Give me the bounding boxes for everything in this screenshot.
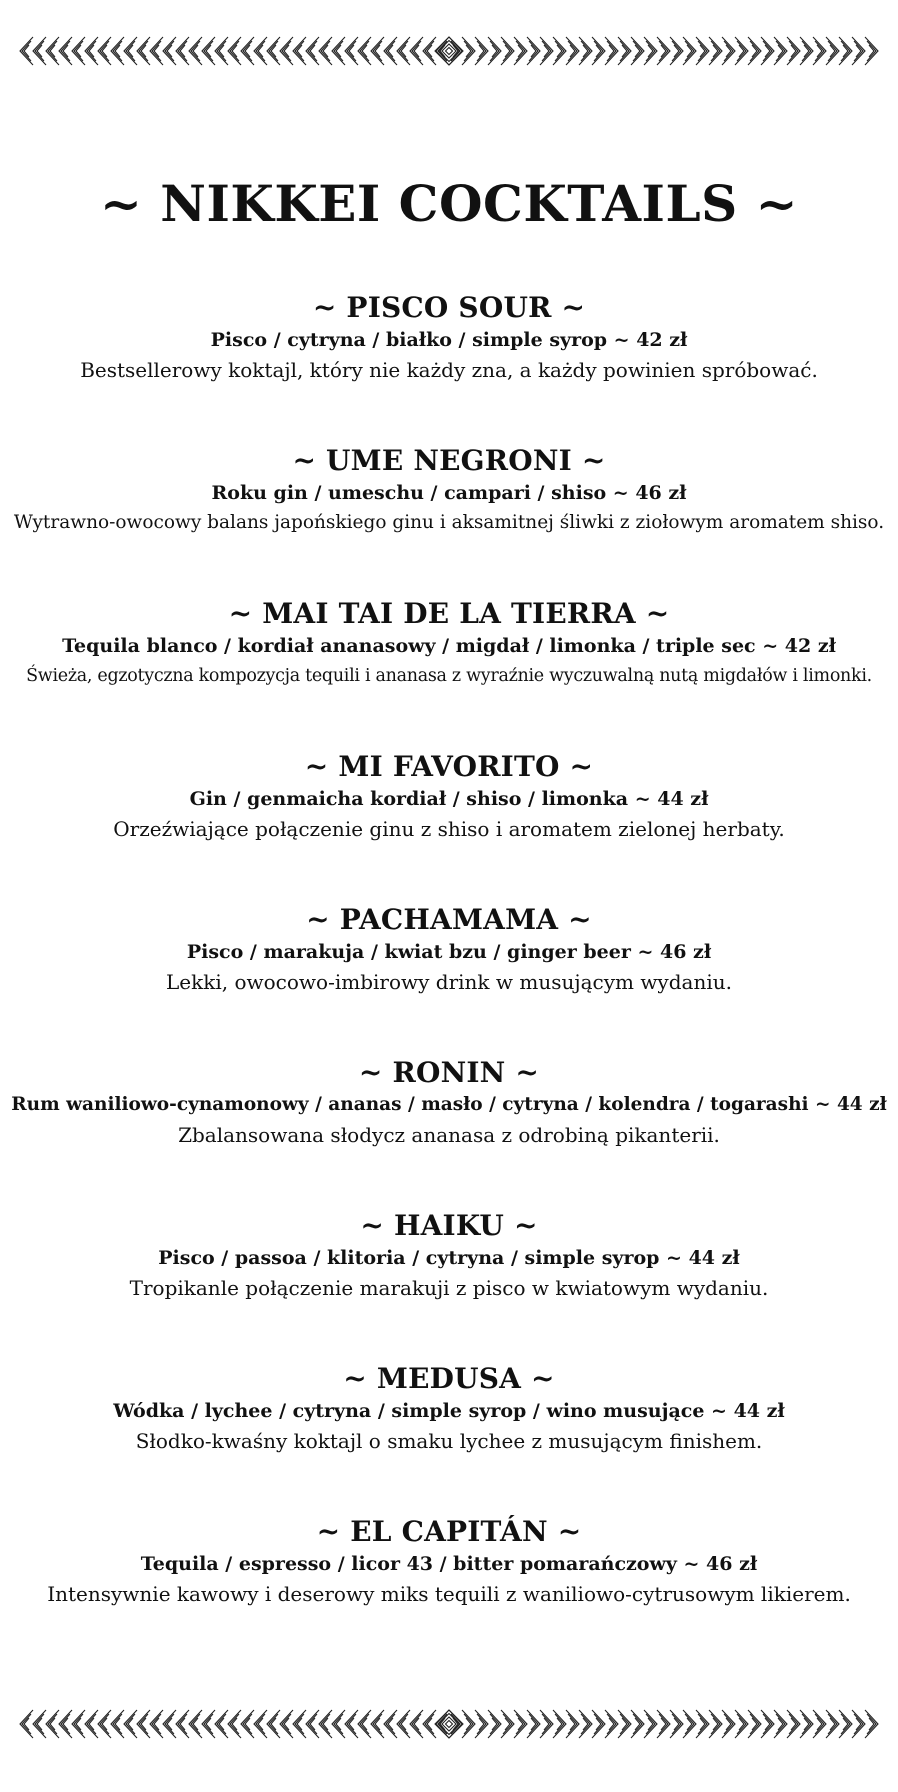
item-name: ~ MEDUSA ~: [343, 1362, 555, 1395]
bottom-ornament-border: [16, 1707, 882, 1741]
menu-item-el-capitan: [0, 1514, 898, 1610]
menu-item-haiku: [0, 1208, 898, 1304]
page-title: ~ NIKKEI COCKTAILS ~: [99, 174, 799, 233]
top-ornament-border: [16, 34, 882, 68]
zigzag-border-icon: [16, 1707, 882, 1741]
item-ingredients: Tequila blanco / kordiał ananasowy / migdał / limonka / triple sec ~ 42 zł: [62, 635, 836, 657]
item-name: ~ MI FAVORITO ~: [304, 750, 594, 783]
diamond-mark: [446, 1721, 453, 1728]
menu-item-ronin: [0, 1055, 898, 1151]
item-description: Intensywnie kawowy i deserowy miks tequili z waniliowo-cytrusowym likierem.: [47, 1582, 851, 1606]
menu-item-pachamama: [0, 902, 898, 998]
item-description: Słodko-kwaśny koktajl o smaku lychee z musującym finishem.: [135, 1429, 763, 1453]
item-name: ~ HAIKU ~: [360, 1209, 538, 1242]
item-description: Bestsellerowy koktajl, który nie każdy zna, a każdy powinien spróbować.: [80, 358, 818, 382]
item-ingredients: Roku gin / umeschu / campari / shiso ~ 46 zł: [211, 482, 687, 504]
item-description: Orzeźwiające połączenie ginu z shiso i aromatem zielonej herbaty.: [113, 817, 785, 841]
item-name: ~ MAI TAI DE LA TIERRA ~: [228, 597, 670, 630]
item-description: Lekki, owocowo-imbirowy drink w musującym wydaniu.: [166, 970, 732, 994]
item-name: ~ UME NEGRONI ~: [292, 444, 606, 477]
item-ingredients: Pisco / marakuja / kwiat bzu / ginger beer ~ 46 zł: [186, 941, 712, 963]
menu-item-mi-favorito: [0, 749, 898, 845]
item-description: Tropikanle połączenie marakuji z pisco w kwiatowym wydaniu.: [129, 1276, 769, 1300]
menu-item-medusa: [0, 1361, 898, 1457]
item-name: ~ RONIN ~: [358, 1056, 540, 1089]
item-ingredients: Wódka / lychee / cytryna / simple syrop / wino musujące ~ 44 zł: [113, 1400, 785, 1422]
menu-item-ume-negroni: [0, 443, 898, 539]
menu-item-mai-tai-de-la-tierra: [0, 596, 898, 692]
menu-item-pisco-sour: [0, 290, 898, 386]
zigzag-border-icon: [16, 34, 882, 68]
item-ingredients: Gin / genmaicha kordiał / shiso / limonka ~ 44 zł: [189, 788, 709, 810]
item-description: Wytrawno-owocowy balans japońskiego ginu i aksamitnej śliwki z ziołowym aromatem shiso.: [13, 512, 885, 533]
item-ingredients: Tequila / espresso / licor 43 / bitter pomarańczowy ~ 46 zł: [140, 1553, 758, 1575]
item-description: Świeża, egzotyczna kompozycja tequili i ananasa z wyraźnie wyczuwalną nutą migdałów i limonki.: [26, 666, 872, 686]
item-name: ~ PACHAMAMA ~: [306, 903, 592, 936]
item-ingredients: Pisco / cytryna / białko / simple syrop ~ 42 zł: [210, 329, 688, 351]
item-ingredients: Pisco / passoa / klitoria / cytryna / simple syrop ~ 44 zł: [158, 1247, 740, 1269]
item-description: Zbalansowana słodycz ananasa z odrobiną pikanterii.: [178, 1123, 720, 1147]
diamond-mark: [446, 48, 453, 55]
item-ingredients: Rum waniliowo-cynamonowy / ananas / masło / cytryna / kolendra / togarashi ~ 44 zł: [11, 1094, 887, 1115]
item-name: ~ PISCO SOUR ~: [312, 291, 586, 324]
item-name: ~ EL CAPITÁN ~: [316, 1515, 582, 1548]
